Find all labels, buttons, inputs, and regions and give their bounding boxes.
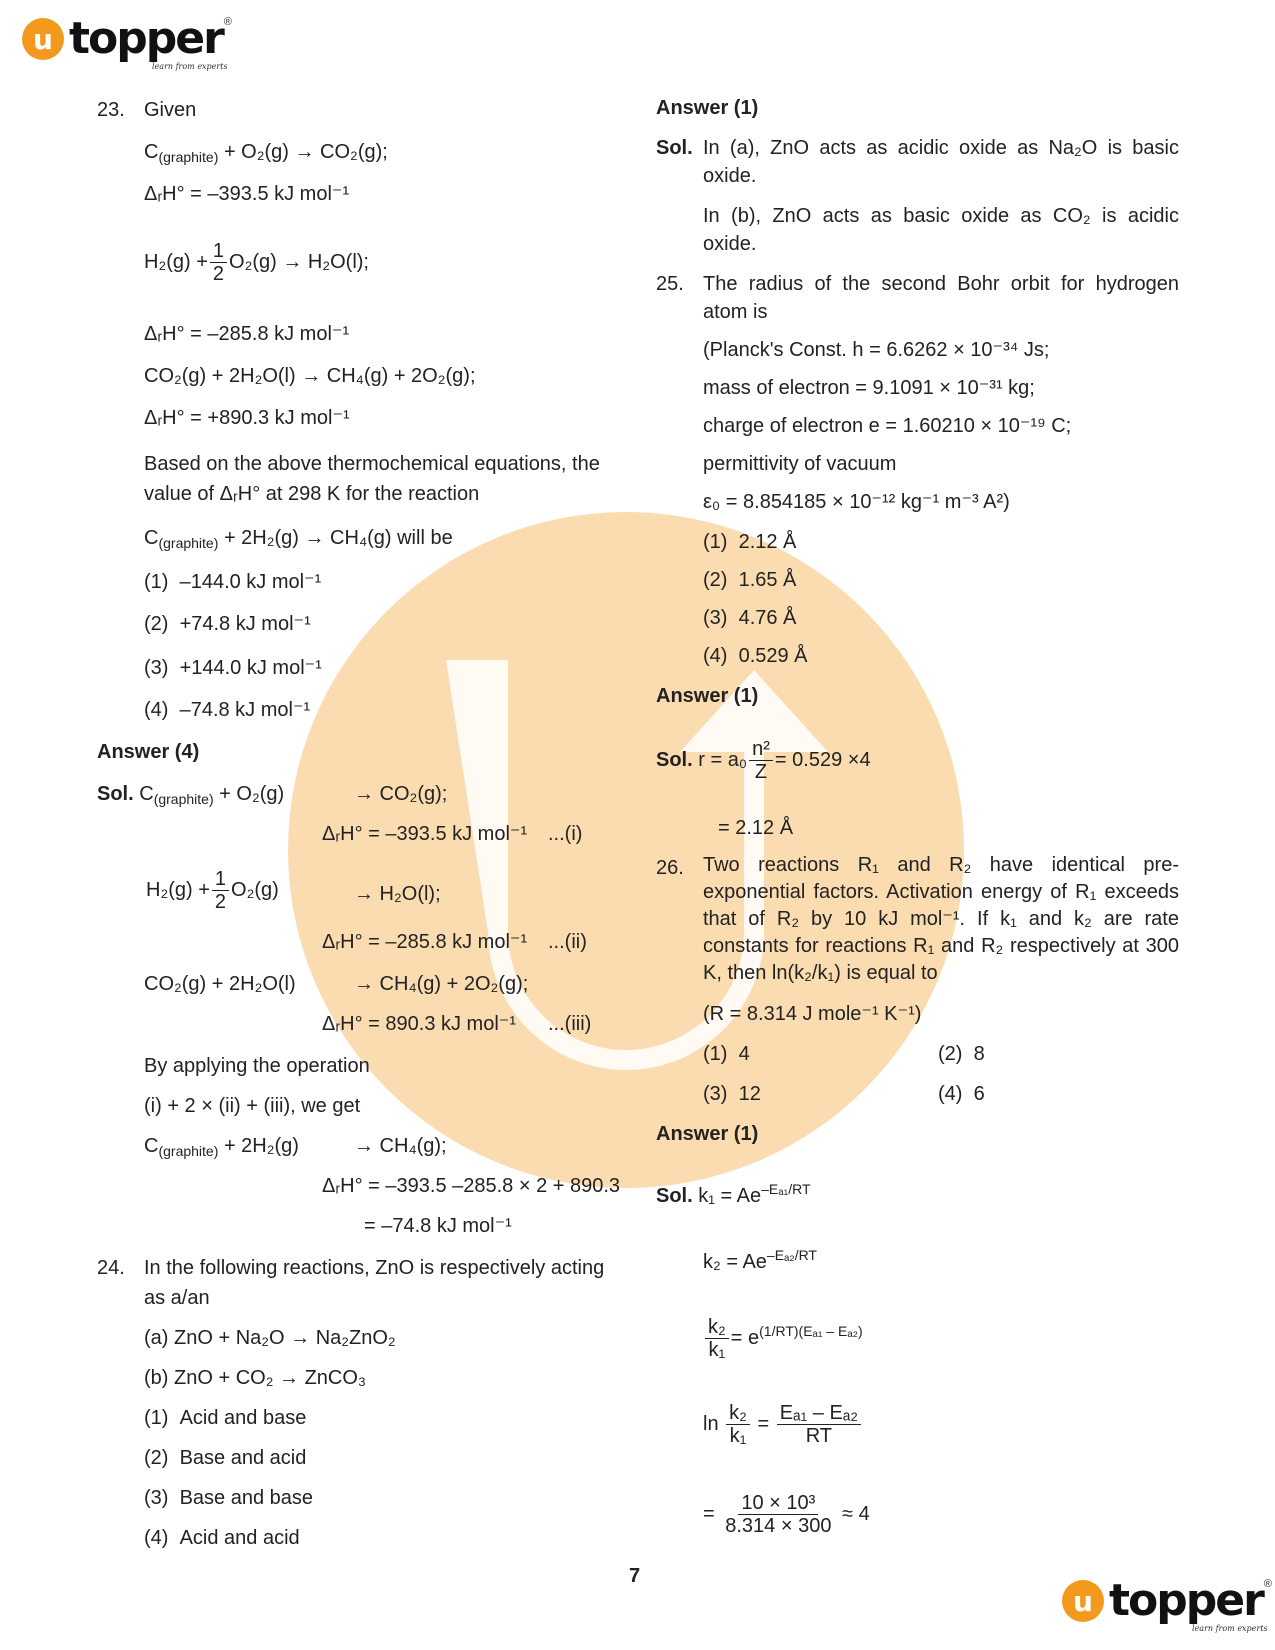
k2-over-k1-fraction: $\frac{\text{k₂}}{\text{k₁}}$ bbox=[705, 1316, 729, 1361]
q26-answer: Answer (1) bbox=[656, 1123, 759, 1145]
q23-tag-i: ...(i) bbox=[548, 823, 583, 845]
q24-stem-line1: In the following reactions, ZnO is respectively acting bbox=[144, 1257, 605, 1279]
q25-option-1: (1) 2.12 Å bbox=[703, 531, 797, 553]
q24-number: 24. bbox=[97, 1257, 125, 1279]
q25-const-permittivity: permittivity of vacuum bbox=[703, 453, 897, 475]
q24-sol-label: Sol. bbox=[656, 137, 693, 159]
logo-tagline: learn from experts bbox=[152, 62, 228, 71]
half-fraction: $\frac{1}{2}$ bbox=[210, 240, 227, 285]
calc-fraction: $\frac{\text{10 × 10³}}{8.314 \times 300}$ bbox=[725, 1492, 832, 1537]
q26-option-4: (4) 6 bbox=[938, 1083, 985, 1105]
q25-number: 25. bbox=[656, 273, 684, 295]
q25-const-charge: charge of electron e = 1.60210 × 10⁻¹⁹ C; bbox=[703, 415, 1072, 437]
registered-mark: ® bbox=[223, 16, 232, 28]
q24-option-3: (3) Base and base bbox=[144, 1487, 314, 1509]
q25-const-h: (Planck's Const. h = 6.6262 × 10⁻³⁴ Js; bbox=[703, 339, 1050, 361]
q26-sol-ratio: $\frac{\text{k₂}}{\text{k₁}}$ = $e^{(1/RT)(E_{a1} - E_{a2})}$ bbox=[703, 1316, 863, 1361]
q26-sol-ln: ln $\frac{\text{k₂}}{\text{k₁}}$ = $\frac{\text{Eₐ₁ – Eₐ₂}}{RT}$ bbox=[703, 1402, 863, 1447]
q26-sol-calc: = $\frac{\text{10 × 10³}}{8.314 \times 300}$ ≈ 4 bbox=[703, 1492, 870, 1537]
q23-target-reaction: $C_{(graphite)} + 2H_2(g) \to CH_4(g)$ will be bbox=[144, 527, 453, 551]
q24-sol-a: In (a), ZnO acts as acidic oxide as Na₂O is basic oxide. bbox=[703, 137, 1179, 187]
q23-option-3: (3) +144.0 kJ mol⁻¹ bbox=[144, 657, 322, 679]
q24-stem-line2: as a/an bbox=[144, 1287, 210, 1309]
q23-given: Given bbox=[144, 99, 197, 121]
q26-sol-k2: $k_2 = Ae^{-E_{a2}/RT}$ bbox=[703, 1247, 817, 1273]
ln-k2-over-k1-fraction: $\frac{\text{k₂}}{\text{k₁}}$ bbox=[726, 1402, 750, 1447]
q26-number: 26. bbox=[656, 857, 684, 879]
q24-answer: Answer (1) bbox=[656, 97, 759, 119]
q25-option-4: (4) 0.529 Å bbox=[703, 645, 808, 667]
q25-option-2: (2) 1.65 Å bbox=[703, 569, 797, 591]
q24-reaction-b: (b) ZnO + CO₂ → ZnCO₃ bbox=[144, 1367, 367, 1389]
q23-dh1: ΔᵣH° = –393.5 kJ mol⁻¹ bbox=[144, 183, 350, 205]
q23-dh2: ΔᵣH° = –285.8 kJ mol⁻¹ bbox=[144, 323, 350, 345]
q24-reaction-a: (a) ZnO + Na₂O → Na₂ZnO₂ bbox=[144, 1327, 396, 1349]
q23-apply-line2: (i) + 2 × (ii) + (iii), we get bbox=[144, 1095, 361, 1117]
q26-option-2: (2) 8 bbox=[938, 1043, 985, 1065]
q25-option-3: (3) 4.76 Å bbox=[703, 607, 797, 629]
registered-mark: ® bbox=[1263, 1578, 1272, 1590]
q23-sol-eq1: Sol. $C_{(graphite)} + O_2(g)$ bbox=[97, 783, 285, 807]
q26-option-1: (1) 4 bbox=[703, 1043, 750, 1065]
q24-sol-b: In (b), ZnO acts as basic oxide as CO₂ is acidic oxide. bbox=[703, 205, 1179, 255]
q24-option-1: (1) Acid and base bbox=[144, 1407, 307, 1429]
logo-text: topper bbox=[1109, 1575, 1263, 1626]
q25-const-epsilon: ε₀ = 8.854185 × 10⁻¹² kg⁻¹ m⁻³ A²) bbox=[703, 491, 1010, 513]
q26-option-3: (3) 12 bbox=[703, 1083, 761, 1105]
q25-const-mass: mass of electron = 9.1091 × 10⁻³¹ kg; bbox=[703, 377, 1035, 399]
q25-sol: Sol. r = a₀ $\frac{\text{n²}}{Z}$ = 0.529 ×4 bbox=[656, 738, 871, 783]
q23-final-eq: $C_{(graphite)} + 2H_2(g)$ bbox=[144, 1135, 299, 1159]
q23-sol-dh2: ΔᵣH° = –285.8 kJ mol⁻¹ bbox=[322, 931, 528, 953]
q25-answer: Answer (1) bbox=[656, 685, 759, 707]
q23-tag-iii: ...(iii) bbox=[548, 1013, 592, 1035]
q23-tag-ii: ...(ii) bbox=[548, 931, 587, 953]
q23-dh3: ΔᵣH° = +890.3 kJ mol⁻¹ bbox=[144, 407, 350, 429]
sol-half-fraction: $\frac{1}{2}$ bbox=[212, 868, 229, 913]
q23-sol-arrow2: → H₂O(l); bbox=[354, 883, 441, 905]
q25-stem: The radius of the second Bohr orbit for hydrogen atom is bbox=[703, 273, 1179, 323]
logo-tagline: learn from experts bbox=[1192, 1624, 1268, 1633]
q24-option-2: (2) Base and acid bbox=[144, 1447, 307, 1469]
q23-final-dh: ΔᵣH° = –393.5 –285.8 × 2 + 890.3 bbox=[322, 1175, 621, 1197]
q25-sol-result: = 2.12 Å bbox=[718, 817, 794, 839]
q23-sol-eq3-lhs: CO₂(g) + 2H₂O(l) bbox=[144, 973, 296, 995]
q23-answer: Answer (4) bbox=[97, 741, 200, 763]
q23-eq3: CO₂(g) + 2H₂O(l) → CH₄(g) + 2O₂(g); bbox=[144, 365, 476, 387]
brand-logo-bottom bbox=[1062, 1575, 1272, 1633]
q24-option-4: (4) Acid and acid bbox=[144, 1527, 300, 1549]
q23-eq2: H₂(g) + $\frac{1}{2}$ O₂(g) → H₂O(l); bbox=[144, 240, 369, 285]
q23-sol-dh1: ΔᵣH° = –393.5 kJ mol⁻¹ bbox=[322, 823, 528, 845]
q23-option-2: (2) +74.8 kJ mol⁻¹ bbox=[144, 613, 311, 635]
activation-energy-fraction: $\frac{\text{Eₐ₁ – Eₐ₂}}{RT}$ bbox=[777, 1402, 861, 1447]
q23-stem-line1: Based on the above thermochemical equations, the bbox=[144, 453, 600, 475]
q23-number: 23. bbox=[97, 99, 125, 121]
q23-option-1: (1) –144.0 kJ mol⁻¹ bbox=[144, 571, 322, 593]
q26-sol-k1: Sol. $k_1 = Ae^{-E_{a1}/RT}$ bbox=[656, 1181, 811, 1207]
q23-eq1: $C_{(graphite)} + O_2(g) \to CO_2(g)$; bbox=[144, 141, 388, 165]
q23-sol-arrow1: → CO₂(g); bbox=[354, 783, 448, 805]
logo-text: topper bbox=[69, 13, 223, 64]
q23-sol-eq2: H₂(g) + $\frac{1}{2}$ O₂(g) bbox=[146, 868, 279, 913]
q26-r-value: (R = 8.314 J mole⁻¹ K⁻¹) bbox=[703, 1003, 922, 1025]
logo-u-icon: u bbox=[22, 18, 64, 60]
q23-apply-line1: By applying the operation bbox=[144, 1055, 370, 1077]
q23-stem-line2: value of ΔᵣH° at 298 K for the reaction bbox=[144, 483, 480, 505]
logo-u-icon: u bbox=[1062, 1580, 1104, 1622]
q23-sol-arrow3: → CH₄(g) + 2O₂(g); bbox=[354, 973, 529, 995]
page-number: 7 bbox=[629, 1565, 641, 1587]
q23-option-4: (4) –74.8 kJ mol⁻¹ bbox=[144, 699, 311, 721]
q23-final-value: = –74.8 kJ mol⁻¹ bbox=[364, 1215, 512, 1237]
q26-stem: Two reactions R₁ and R₂ have identical pre-exponential factors. Activation energy of R₁ exceeds that of R₂ by 10 kJ mol⁻¹. If k₁ and k₂ are rate constants for reactions R₁ and R₂ respectively at 300 K, then ln(k₂/k₁) is equal to bbox=[703, 854, 1179, 984]
n2-over-z-fraction: $\frac{\text{n²}}{Z}$ bbox=[749, 738, 773, 783]
q23-sol-dh3: ΔᵣH° = 890.3 kJ mol⁻¹ bbox=[322, 1013, 516, 1035]
brand-logo-top bbox=[22, 13, 232, 71]
q23-final-arrow: → CH₄(g); bbox=[354, 1135, 447, 1157]
